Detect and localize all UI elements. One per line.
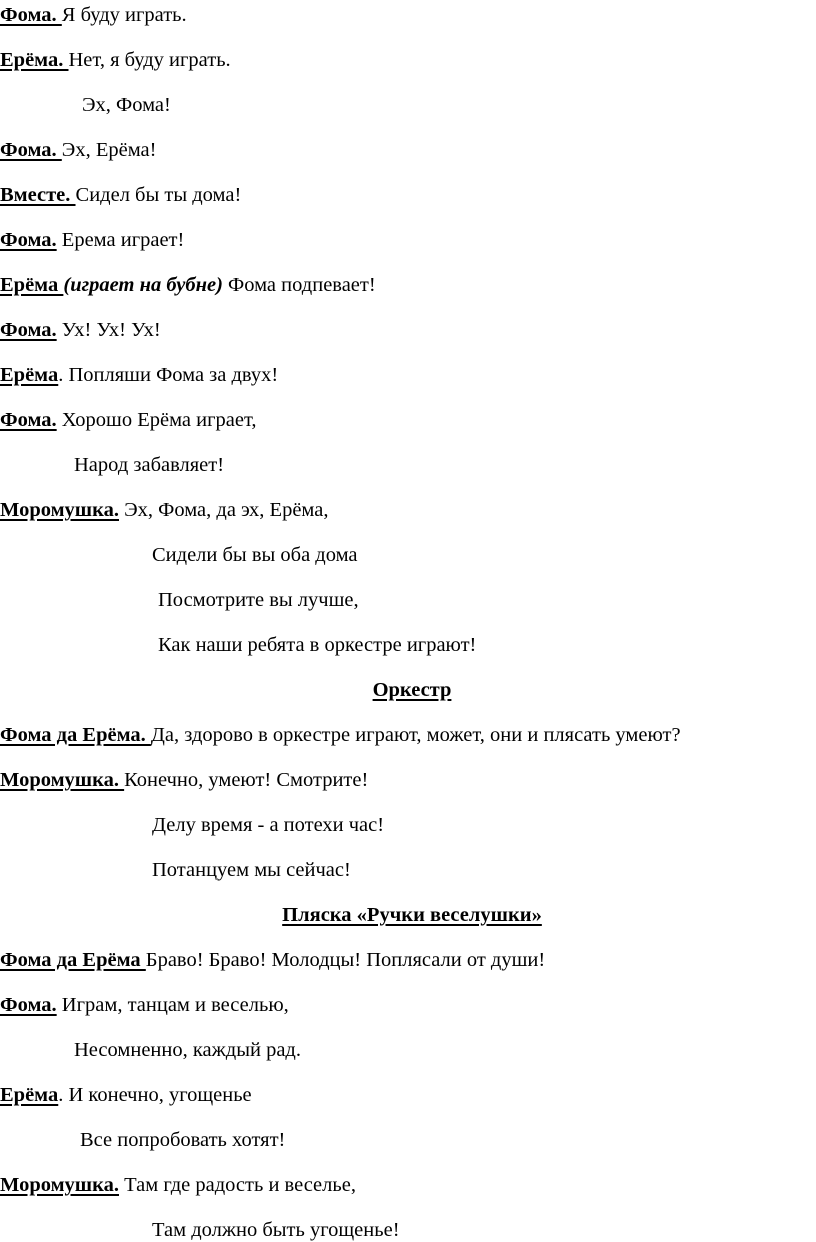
speaker-name: Ерёма bbox=[0, 1084, 59, 1106]
line-text: Там где радость и веселье, bbox=[119, 1174, 356, 1196]
line-text: Потанцуем мы сейчас! bbox=[152, 859, 351, 881]
dialogue-line bbox=[0, 948, 545, 972]
dialogue-line bbox=[74, 453, 224, 477]
dialogue-line bbox=[0, 408, 257, 432]
line-text: . И конечно, угощенье bbox=[58, 1084, 252, 1106]
dialogue-line bbox=[158, 633, 476, 657]
dialogue-line bbox=[0, 273, 376, 297]
speaker-name: Ерёма bbox=[0, 274, 64, 296]
section-heading: Оркестр bbox=[372, 679, 452, 701]
speaker-name: Фома да Ерёма bbox=[0, 949, 146, 971]
line-text: Я буду играть. bbox=[61, 4, 187, 26]
speaker-name: Ерёма. bbox=[0, 49, 69, 71]
line-text: Играм, танцам и веселью, bbox=[56, 994, 289, 1016]
line-text: Ух! Ух! Ух! bbox=[56, 319, 161, 341]
line-text: Делу время - а потехи час! bbox=[152, 814, 385, 836]
line-text: Сидел бы ты дома! bbox=[75, 184, 242, 206]
dialogue-line bbox=[152, 858, 351, 882]
dialogue-line bbox=[74, 1038, 301, 1062]
line-text: Все попробовать хотят! bbox=[80, 1129, 286, 1151]
line-text: Там должно быть угощенье! bbox=[152, 1219, 400, 1241]
speaker-name: Фома да Ерёма. bbox=[0, 724, 151, 746]
dialogue-line bbox=[0, 1083, 252, 1107]
line-text: Несомненно, каждый рад. bbox=[74, 1039, 301, 1061]
dialogue-line bbox=[80, 1128, 285, 1152]
speaker-name: Фома. bbox=[0, 409, 57, 431]
stage-direction: (играет на бубне) bbox=[63, 274, 223, 296]
dialogue-line bbox=[0, 993, 289, 1017]
dialogue-line bbox=[0, 3, 187, 27]
dialogue-line bbox=[0, 138, 156, 162]
dialogue-line bbox=[0, 48, 231, 72]
dialogue-line bbox=[158, 588, 359, 612]
speaker-name: Моромушка. bbox=[0, 769, 125, 791]
speaker-name: Фома. bbox=[0, 994, 57, 1016]
line-text: Эх, Фома, да эх, Ерёма, bbox=[119, 499, 329, 521]
line-text: Браво! Браво! Молодцы! Поплясали от души! bbox=[145, 949, 546, 971]
line-text: Сидели бы вы оба дома bbox=[152, 544, 358, 566]
speaker-name: Фома. bbox=[0, 319, 57, 341]
line-text: Народ забавляет! bbox=[74, 454, 225, 476]
line-text: . Попляши Фома за двух! bbox=[58, 364, 279, 386]
dialogue-line bbox=[152, 1218, 400, 1242]
line-text: Конечно, умеют! Смотрите! bbox=[124, 769, 369, 791]
line-text: Посмотрите вы лучше, bbox=[158, 589, 359, 611]
dialogue-line bbox=[0, 183, 241, 207]
dialogue-line bbox=[152, 543, 358, 567]
line-text: Фома подпевает! bbox=[222, 274, 376, 296]
speaker-name: Фома. bbox=[0, 139, 62, 161]
speaker-name: Фома. bbox=[0, 4, 62, 26]
line-text: Нет, я буду играть. bbox=[68, 49, 231, 71]
line-text: Да, здорово в оркестре играют, может, они и плясать умеют? bbox=[150, 724, 681, 746]
speaker-name: Вместе. bbox=[0, 184, 76, 206]
dialogue-line bbox=[82, 93, 171, 117]
dialogue-line bbox=[0, 1173, 356, 1197]
dialogue-line bbox=[0, 498, 328, 522]
line-text: Ерема играет! bbox=[56, 229, 185, 251]
line-text: Эх, Фома! bbox=[82, 94, 171, 116]
speaker-name: Моромушка. bbox=[0, 1174, 119, 1196]
speaker-name: Моромушка. bbox=[0, 499, 119, 521]
dialogue-line bbox=[0, 723, 681, 747]
speaker-name: Ерёма bbox=[0, 364, 59, 386]
dialogue-line bbox=[152, 813, 384, 837]
speaker-name: Фома. bbox=[0, 229, 57, 251]
line-text: Как наши ребята в оркестре играют! bbox=[158, 634, 477, 656]
line-text: Хорошо Ерёма играет, bbox=[56, 409, 257, 431]
dialogue-line bbox=[0, 363, 278, 387]
line-text: Эх, Ерёма! bbox=[61, 139, 157, 161]
dialogue-line bbox=[0, 228, 184, 252]
section-heading: Пляска «Ручки веселушки» bbox=[282, 904, 542, 926]
dialogue-line bbox=[0, 318, 161, 342]
dialogue-line bbox=[0, 768, 368, 792]
